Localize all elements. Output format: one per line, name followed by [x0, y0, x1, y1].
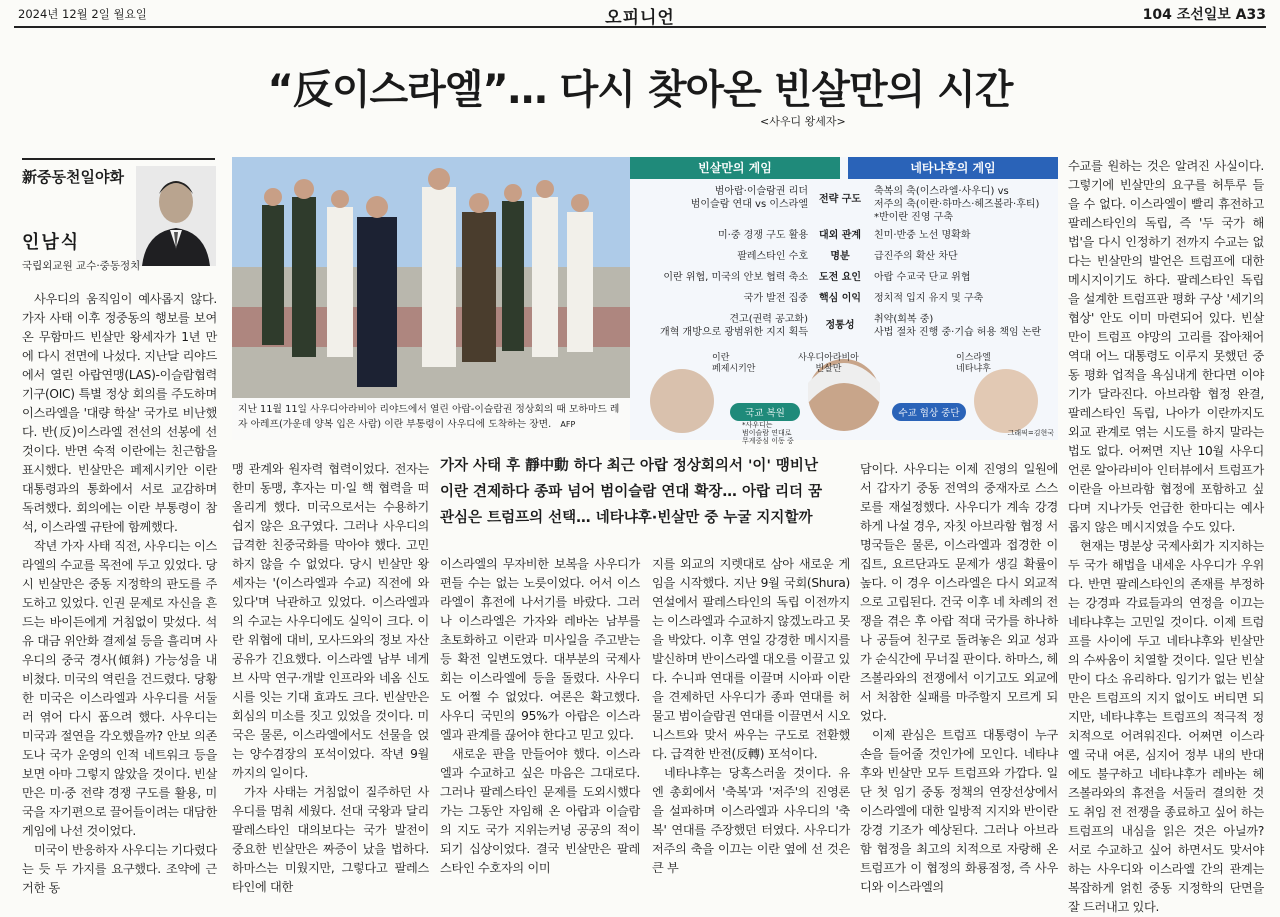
page-header [14, 0, 1266, 28]
issue-date: 2024년 12월 2일 월요일 [18, 7, 147, 21]
graphic-note: *사우디는 범이슬람 연대로 무게중심 이동 중 [742, 421, 794, 445]
photo-caption [232, 398, 630, 440]
paragraph: 담이다. 사우디는 이제 진영의 일원에서 갑자기 중동 전역의 중재자로 스스로를 재설정했다. 사우디가 계속 강경하게 나설 경우, 자칫 아브라함 협정 서명국들은 물론, 이스라엘과 접경한 이집트, 요르단과도 문제가 생길 확률이 높다. 이 경우 이스라엘은 다시 외교적으로 고립된다. 건국 이후 네 차례의 전쟁을 겪은 후 아랍 적대 국가를 하나하나 공들여 친구로 돌려놓은 외교 성과가 순식간에 무너질 판이다. 하마스, 헤즈볼라와의 전쟁에서 이기고도 외교에서 처참한 실패를 마주할지 모르게 되었다. [860, 462, 1058, 723]
row-left: 이란 위협, 미국의 안보 협력 축소 [663, 272, 808, 283]
row-left: 국가 발전 집중 [743, 293, 808, 304]
article-column-2 [232, 460, 429, 894]
author-affiliation: 국립외교원 교수·중동정치 [22, 260, 141, 272]
headline: “反이스라엘”… 다시 찾아온 빈살만의 시간 [267, 67, 1013, 113]
page-info: 104 조선일보 A33 [1142, 7, 1266, 23]
row-left: 견고(권력 공고화) 개혁 개방으로 광범위한 지지 획득 [660, 314, 808, 338]
author-name: 인남식 [22, 232, 81, 253]
article-column-5 [860, 460, 1058, 894]
paragraph: 새로운 판을 만들어야 했다. 이스라엘과 수교하고 싶은 마음은 그대로다. 그러나 팔레스타인 문제를 도외시했다가는 그동안 자임해 온 아랍과 이슬람의 지도 국가 지위는커녕 공공의 적이 되기 십상이었다. 결국 빈살만은 팔레스타인 수호자의 이미 [440, 747, 640, 875]
news-photo [232, 157, 630, 440]
row-right: 축복의 축(이스라엘·사우디) vs 저주의 축(이란·하마스·헤즈볼라·후티) *반이란 진영 구축 [874, 186, 1040, 223]
paragraph: 맹 관계와 원자력 협력이었다. 전자는 한미 동맹, 후자는 미·일 핵 협력을 떠올리게 했다. 미국으로서는 수용하기 쉽지 않은 요구였다. 그러나 사우디의 급격한 친중국화를 막아야 했다. 고민하지 않을 수 없었다. 당시 빈살만 왕세자는 '(이스라엘과 수교) 직전에 와 있다'며 낙관하고 있었다. 이스라엘과의 수교는 사우디에도 실익이 크다. 이란 위협에 대비, 모사드와의 정보 자산 공유가 긴요했다. 이스라엘 남부 네게브 사막 연구·개발 인프라와 네옴 신도시를 잇는 기대 효과도 크다. 빈살만은 회심의 미소를 짓고 있었을 것이다. 미국은 물론, 이스라엘에서도 선물을 얹는 양수겸장의 포석이었다. 작년 9월까지의 일이다. [232, 462, 429, 780]
column-name: 新중동천일야화 [22, 168, 124, 186]
paragraph: 지를 외교의 지렛대로 삼아 새로운 게임을 시작했다. 지난 9월 국회(Shura) 연설에서 팔레스타인의 독립 이전까지는 이스라엘과 수교하지 않겠노라고 못을 박았다. 이후 연일 강경한 메시지를 발신하며 반이스라엘 대오를 이끌고 있다. 수니파 연대를 이끌며 시아파 이란을 견제하던 사우디가 종파 연대를 허물고 범이슬람권 연대를 이끌면서 시오니스트와 맞서 싸우는 구도로 전환했다. 급격한 반전(反轉) 포석이다. [652, 557, 850, 761]
row-right: 친미·반중 노선 명확화 [874, 230, 971, 241]
paragraph: 사우디의 움직임이 예사롭지 않다. 가자 사태 이후 정중동의 행보를 보여 온 무함마드 빈살만 왕세자가 1년 만에 다시 전면에 나섰다. 지난달 리야드에서 열린 아랍연맹(LAS)-이슬람협력기구(OIC) 특별 정상 회의를 주도하며 이스라엘을 '대량 학살' 국가로 비난했다. 반(反)이스라엘 전선의 선봉에 선 것이다. 반면 숙적 이란에는 친근함을 표시했다. 빈살만은 페제시키안 이란 대통령과의 통화에서 서로 교감하며 독려했다. 회의에는 이란 부통령이 참석, 이스라엘 규탄에 함께했다. [22, 292, 217, 534]
graphic-left-header: 빈살만의 게임 [630, 157, 840, 179]
graphic-right-header: 네타냐후의 게임 [848, 157, 1058, 179]
paragraph: 작년 가자 사태 직전, 사우디는 이스라엘의 수교를 목전에 두고 있었다. 당시 빈살만은 중동 지정학의 판도를 주도하고 있었다. 인권 문제로 자신을 흔드는 바이든에게 거침없이 맞섰다. 석유 대금 위안화 결제설 등을 흘리며 사우디의 중국 경사(傾斜) 가능성을 내비쳤다. 미국의 역린을 건드렸다. 당황한 미국은 이스라엘과 사우디를 서둘러 엮어 다시 품으려 했다. 사우디는 미국과 절연을 각오했을까? 안보 의존도나 국가 운영의 인적 네트워크 등을 보면 아마 그렇지 않았을 것이다. 빈살만은 미·중 전략 경쟁 구도를 활용, 미국을 자기편으로 끌어들이려는 대담한 게임에 나선 것이었다. [22, 539, 217, 838]
row-left: 범아랍·이슬람권 리더 범이슬람 연대 vs 이스라엘 [690, 186, 808, 210]
row-right: 취약(회복 중) 사법 절차 진행 중·기습 허용 책임 논란 [874, 314, 1042, 338]
graphic-credit: 그래픽=김현국 [1007, 429, 1054, 437]
paragraph: 미국이 반응하자 사우디는 기다렸다는 듯 두 가지를 요구했다. 조약에 근거한 동 [22, 843, 217, 895]
photo-caption-text: 지난 11월 11일 사우디아라비아 리야드에서 열린 아랍-이슬람권 정상회의 때 모하마드 레자 아레프(가운데 양복 입은 사람) 이란 부통령이 사우디에 도착하는 장면. [238, 404, 620, 430]
article-column-1 [22, 290, 217, 895]
row-center: 명분 [830, 251, 850, 262]
paragraph: 현재는 명분상 국제사회가 지지하는 두 국가 해법을 내세운 사우디가 우위다. 반면 팔레스타인의 존재를 부정하는 강경파 각료들과의 연정을 이끄는 네타냐후는 고민일 것이다. 이제 트럼프를 사이에 두고 네타냐후와 빈살만의 수싸움이 치열할 것이다. 일단 빈살만이 다소 유리하다. 임기가 없는 빈살만은 트럼프의 지지 없이도 버티면 되지만, 네타냐후는 트럼프의 적극적 정치적으로 어려워진다. 어쩌면 이스라엘 국내 여론, 심지어 정부 내의 반대에도 불구하고 네타냐후가 레바논 헤즈볼라와의 휴전을 서둘러 결의한 것도 취임 전 전쟁을 종료하고 싶어 하는 트럼프의 내심을 읽은 것은 아닐까? 서로 수교하고 싶어 하면서도 맞서야 하는 사우디와 이스라엘 간의 관계는 복잡하게 얽힌 중동 지정학의 단면을 잘 드러내고 있다. [1068, 539, 1264, 914]
author-portrait [136, 166, 216, 266]
paragraph: 가자 사태는 거침없이 질주하던 사우디를 멈춰 세웠다. 선대 국왕과 달리 팔레스타인 대의보다는 국가 발전이 중요한 빈살만은 짜증이 났을 법하다. 하마스는 미웠지만, 그렇다고 팔레스타인에 대한 [232, 785, 429, 894]
subhead: <사우디 왕세자> [760, 115, 846, 128]
article-column-3 [440, 555, 640, 875]
row-left: 미·중 경쟁 구도 활용 [718, 230, 808, 241]
row-center: 전략 구도 [818, 194, 862, 205]
row-left: 팔레스타인 수호 [737, 251, 808, 262]
arrow-left-label: 국교 복원 [745, 408, 785, 419]
israel-label: 이스라엘 네타냐후 [956, 353, 991, 374]
article-column-4 [652, 555, 850, 875]
row-right: 급진주의 확산 차단 [874, 251, 958, 262]
comparison-graphic [630, 157, 1058, 445]
row-center: 정통성 [825, 320, 855, 331]
author-block [22, 228, 140, 273]
row-center: 핵심 이익 [818, 293, 862, 304]
photo-credit: AFP [560, 420, 576, 429]
pull-quote: 가자 사태 후 靜中動 하다 최근 아랍 정상회의서 '이' 맹비난 이란 견제하다 종파 넘어 범이슬람 연대 확장… 아랍 리더 꿈 관심은 트럼프의 선택… 네타냐후·빈살만 중 누굴 지지할까 [440, 458, 823, 526]
row-center: 도전 요인 [818, 272, 862, 283]
iran-label: 이란 페제시키안 [712, 353, 756, 374]
graphic-row [630, 185, 1058, 225]
paragraph: 수교를 원하는 것은 알려진 사실이다. 그렇기에 빈살만의 요구를 허투루 들을 수 없다. 이스라엘이 빨리 휴전하고 팔레스타인의 독립, 즉 '두 국가 해법'을 다시 인정하기 전까지 수교는 없다는 빈살만의 발언은 트럼프에 대한 메시지이기도 하다. 팔레스타인 독립을 설계한 트럼프판 평화 구상 '세기의 협상' 안도 이미 마련되어 있다. 빈살만이 트럼프 야망의 고리를 잡아채어 역대 어느 대통령도 이루지 못했던 중동 평화 업적을 욕심내게 한다면 이야기가 달라진다. 아브라함 협정 완결, 팔레스타인 독립, 나아가 이란까지도 외교 관계로 엮는 시도를 하지 말라는 법도 없다. 어쩌면 지난 10월 사우디 언론 알아라비아 인터뷰에서 트럼프가 이란을 아브라함 협정에 포함하고 싶다며 지나가듯 언급한 한마디는 예사롭지 않은 메시지였을 수도 있다. [1068, 159, 1264, 534]
row-right: 아랍 수교국 단교 위협 [874, 272, 971, 283]
row-center: 대외 관계 [818, 230, 862, 241]
paragraph: 이스라엘의 무자비한 보복을 사우디가 편들 수는 없는 노릇이었다. 어서 이스라엘이 휴전에 나서기를 바랐다. 그러나 이스라엘은 가자와 레바논 남부를 초토화하고 이란과 미사일을 주고받는 등 확전 일변도였다. 대부분의 국제사회는 이스라엘에 등을 돌렸다. 사우디도 어쩔 수 없었다. 여론은 확고했다. 사우디 국민의 95%가 아랍은 이스라엘과 관계를 끊어야 한다고 믿고 있다. [440, 557, 640, 742]
paragraph: 이제 관심은 트럼프 대통령이 누구 손을 들어줄 것인가에 모인다. 네타냐후와 빈살만 모두 트럼프와 가깝다. 일단 첫 임기 중동 정책의 연장선상에서 이스라엘에 대한 일방적 지지와 반이란 강경 기조가 예상된다. 그러나 아브라함 협정을 최고의 치적으로 자랑해 온 트럼프가 이 협정의 화룡점정, 즉 사우디와 이스라엘의 [860, 728, 1058, 894]
article-column-6 [1068, 157, 1264, 914]
section-title: 오피니언 [605, 8, 675, 28]
arrow-right-label: 수교 협상 중단 [898, 408, 960, 419]
saudi-label: 사우디아라비아 빈살만 [798, 353, 859, 374]
row-right: 정치적 입지 유지 및 구축 [874, 293, 984, 304]
paragraph: 네타냐후는 당혹스러울 것이다. 유엔 총회에서 '축복'과 '저주'의 진영론을 설파하며 이스라엘과 사우디의 '축복' 연대를 주장했던 터였다. 사우디가 저주의 축을 이끄는 이란 옆에 선 것은 큰 부 [652, 766, 850, 875]
